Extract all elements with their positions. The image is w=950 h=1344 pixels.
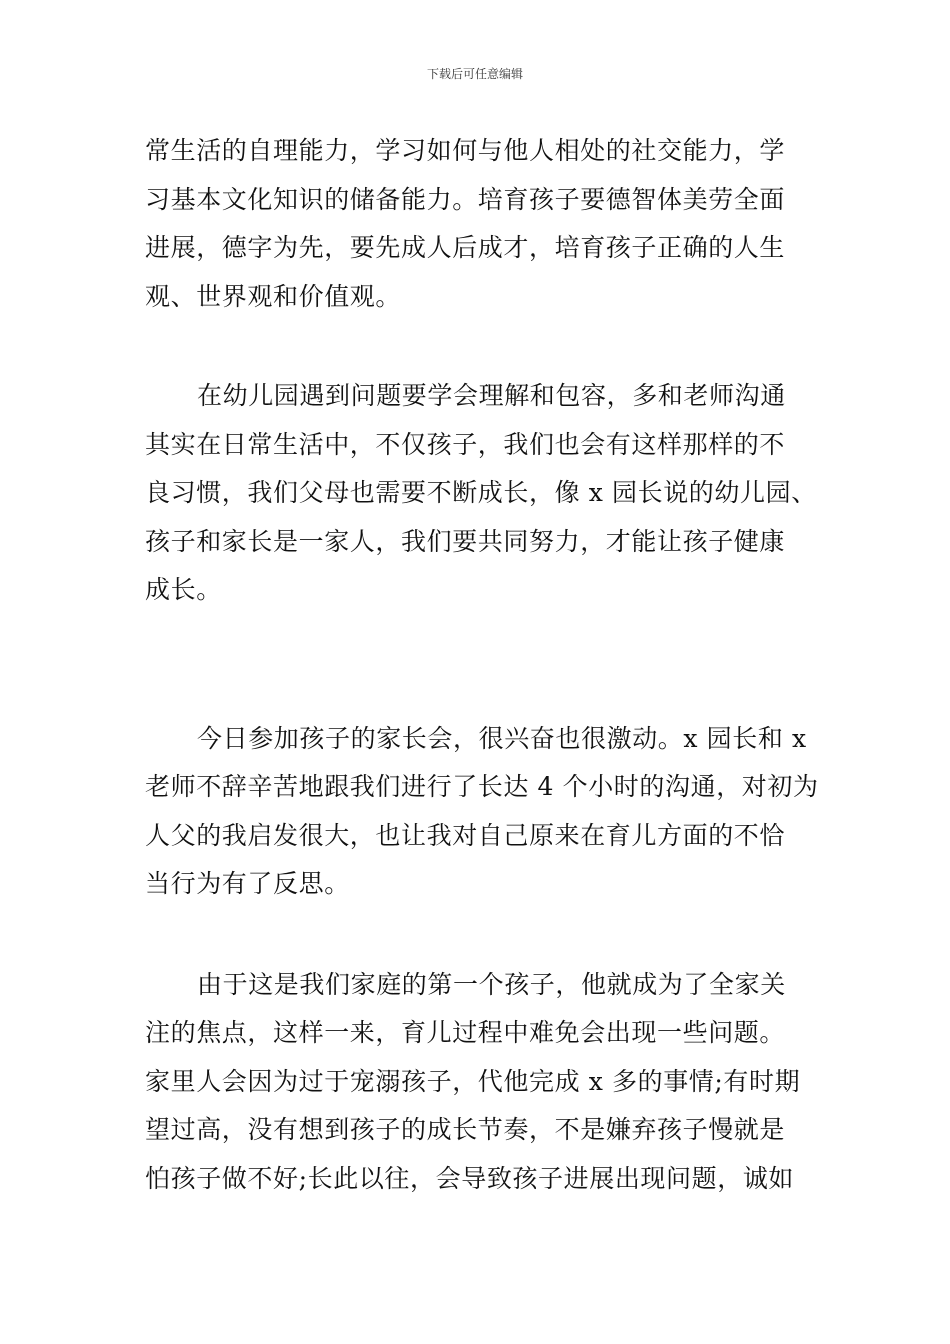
text-line: 常生活的自理能力，学习如何与他人相处的社交能力，学 xyxy=(145,136,786,165)
text-line: 其实在日常生活中，不仅孩子，我们也会有这样那样的不 xyxy=(145,429,786,459)
text-line: 成长。 xyxy=(145,575,222,604)
text-line: 注的焦点，这样一来，育儿过程中难免会出现一些问题。 xyxy=(145,1018,786,1047)
paragraph-spacer xyxy=(145,909,810,961)
text-line: 老师不辞辛苦地跟我们进行了长达 4 个小时的沟通，对初为 xyxy=(145,772,819,801)
text-line: 当行为有了反思。 xyxy=(145,869,350,898)
text-line: 望过高，没有想到孩子的成长节奏，不是嫌弃孩子慢就是 xyxy=(145,1115,786,1144)
page-header: 下载后可任意编辑 xyxy=(426,67,523,81)
text-line: 良习惯，我们父母也需要不断成长，像 x 园长说的幼儿园、 xyxy=(145,478,817,507)
paragraph-spacer xyxy=(145,321,810,372)
text-line: 怕孩子做不好;长此以往，会导致孩子进展出现问题，诚如 xyxy=(145,1163,795,1193)
text-line: 家里人会因为过于宠溺孩子，代他完成 x 多的事情;有时期 xyxy=(145,1066,801,1096)
text-line: 孩子和家长是一家人，我们要共同努力，才能让孩子健康 xyxy=(145,526,786,556)
text-line: 今日参加孩子的家长会，很兴奋也很激动。x 园长和 x xyxy=(197,723,807,753)
text-line: 由于这是我们家庭的第一个孩子，他就成为了全家关 xyxy=(197,969,786,999)
paragraph-2 xyxy=(145,372,817,615)
paragraph-3 xyxy=(145,715,819,909)
text-line: 人父的我启发很大，也让我对自己原来在育儿方面的不恰 xyxy=(145,820,786,850)
document-body xyxy=(145,127,819,1203)
text-line: 习基本文化知识的储备能力。培育孩子要德智体美劳全面 xyxy=(145,184,786,214)
text-line: 进展，德字为先，要先成人后成才，培育孩子正确的人生 xyxy=(145,233,786,262)
text-line: 在幼儿园遇到问题要学会理解和包容，多和老师沟通 xyxy=(197,381,786,410)
paragraph-4 xyxy=(145,961,810,1204)
text-line: 观、世界观和价值观。 xyxy=(145,281,402,311)
paragraph-1 xyxy=(145,127,810,321)
paragraph-spacer xyxy=(145,615,810,715)
